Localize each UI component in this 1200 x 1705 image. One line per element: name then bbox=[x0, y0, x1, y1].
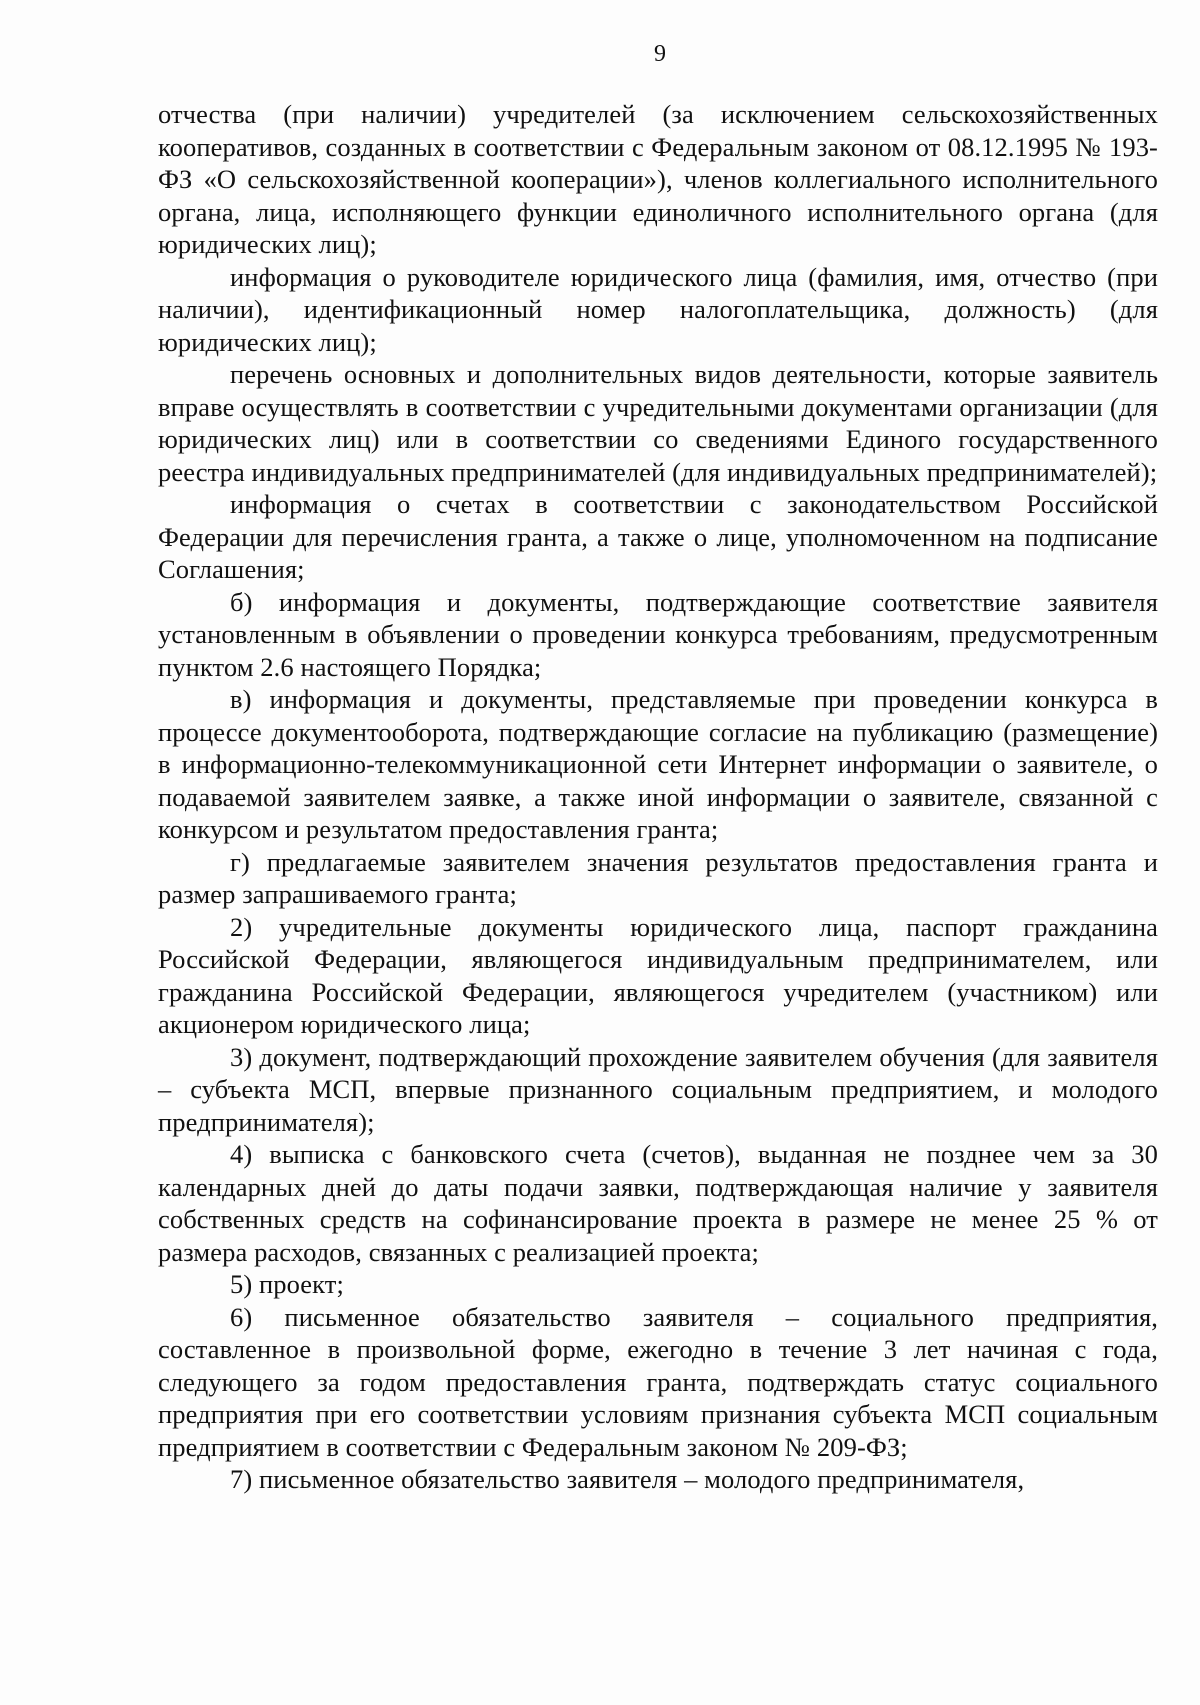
paragraph-item-4: 4) выписка с банковского счета (счетов), выданная не позднее чем за 30 календарных дней до даты подачи заявки, подтверждающая наличие у заявителя собственных средств на софинансирование проекта в размере не менее 25 % от размера расходов, связанных с реализацией проекта; bbox=[158, 1139, 1158, 1267]
page-number: 9 bbox=[654, 41, 666, 67]
paragraph-item-v: в) информация и документы, представляемые при проведении конкурса в процессе документооборота, подтверждающие согласие на публикацию (размещение) в информационно-телекоммуникационной сети Интернет информации о заявителе, о подаваемой заявителем заявке, а также иной информации о заявителе, связанной с конкурсом и результатом предоставления гранта; bbox=[158, 684, 1158, 844]
paragraph-item-3: 3) документ, подтверждающий прохождение заявителем обучения (для заявителя – субъекта МСП, впервые признанного социальным предприятием, и молодого предпринимателя); bbox=[158, 1041, 1158, 1137]
paragraph-item-7: 7) письменное обязательство заявителя – молодого предпринимателя, bbox=[230, 1464, 1025, 1494]
document-body bbox=[158, 98, 1158, 1496]
paragraph-item-b: б) информация и документы, подтверждающие соответствие заявителя установленным в объявлении о проведении конкурса требованиям, предусмотренным пунктом 2.6 настоящего Порядка; bbox=[158, 586, 1158, 682]
paragraph-founders-continuation: отчества (при наличии) учредителей (за исключением сельскохозяйственных кооперативов, созданных в соответствии с Федеральным законом от 08.12.1995 № 193-ФЗ «О сельскохозяйственной кооперации»), членов коллегиального исполнительного органа, лица, исполняющего функции единоличного исполнительного органа (для юридических лиц); bbox=[158, 99, 1158, 259]
paragraph-head-info: информация о руководителе юридического лица (фамилия, имя, отчество (при наличии), идентификационный номер налогоплательщика, должность) (для юридических лиц); bbox=[158, 261, 1158, 357]
paragraph-item-2: 2) учредительные документы юридического лица, паспорт гражданина Российской Федерации, являющегося индивидуальным предпринимателем, или гражданина Российской Федерации, являющегося учредителем (участником) или акционером юридического лица; bbox=[158, 911, 1158, 1039]
paragraph-accounts-info: информация о счетах в соответствии с законодательством Российской Федерации для перечисления гранта, а также о лице, уполномоченном на подписание Соглашения; bbox=[158, 489, 1158, 584]
paragraph-item-6: 6) письменное обязательство заявителя – социального предприятия, составленное в произвольной форме, ежегодно в течение 3 лет начиная с года, следующего за годом предоставления гранта, подтверждать статус социального предприятия при его соответствии условиям признания субъекта МСП социальным предприятием в соответствии с Федеральным законом № 209-ФЗ; bbox=[158, 1301, 1158, 1462]
paragraph-activity-list: перечень основных и дополнительных видов деятельности, которые заявитель вправе осуществлять в соответствии с учредительными документами организации (для юридических лиц) или в соответствии со сведениями Единого государственного реестра индивидуальных предпринимателей (для индивидуальных предпринимателей); bbox=[158, 359, 1158, 487]
paragraph-item-5: 5) проект; bbox=[230, 1269, 344, 1299]
paragraph-item-g: г) предлагаемые заявителем значения результатов предоставления гранта и размер запрашиваемого гранта; bbox=[158, 846, 1158, 909]
